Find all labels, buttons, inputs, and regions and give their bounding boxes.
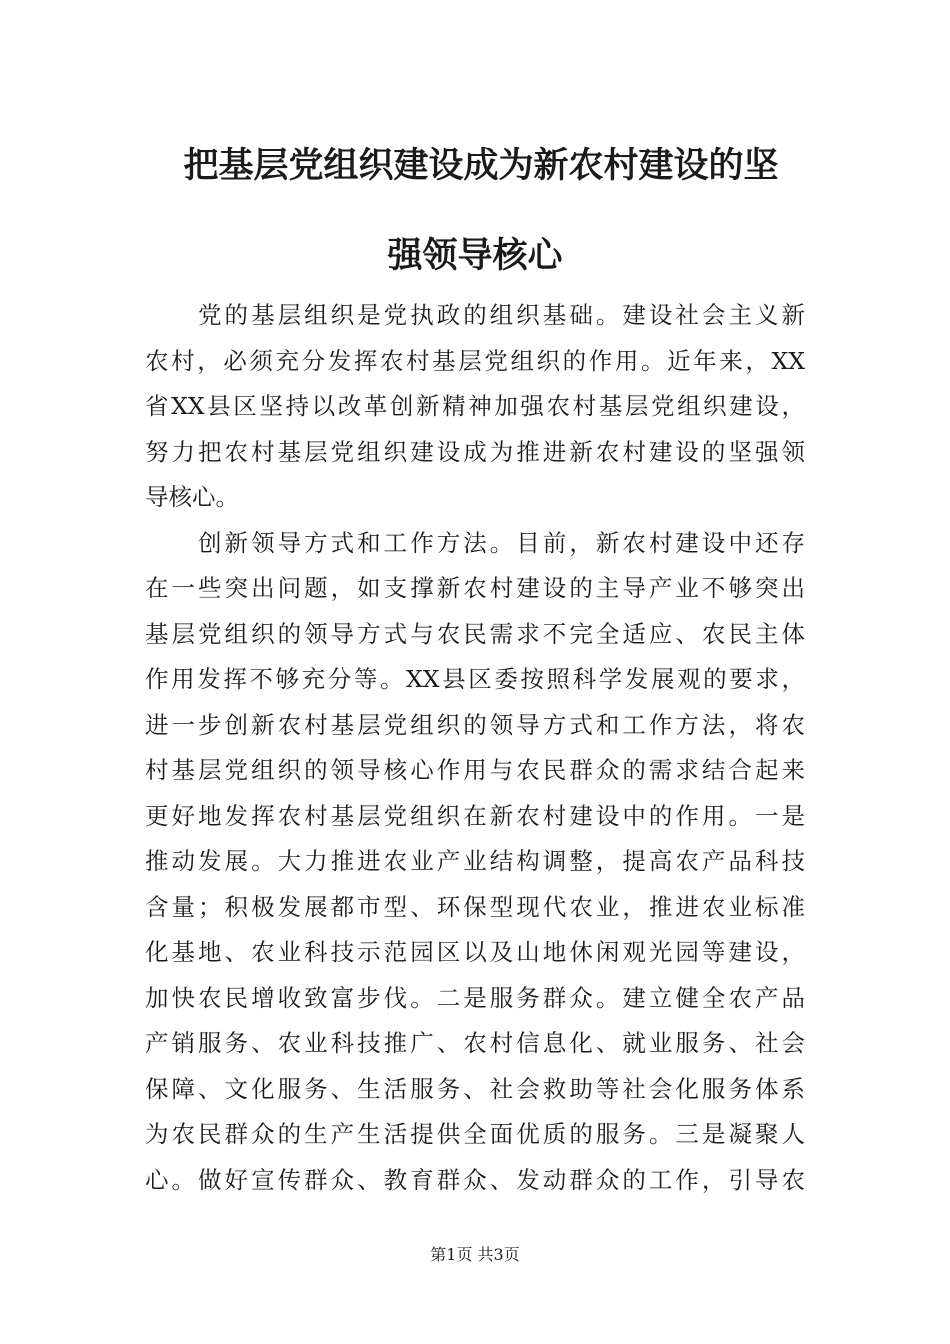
document-title-line-1: 把基层党组织建设成为新农村建设的坚 (183, 146, 779, 186)
body-text-line: 产销服务、农业科技推广、农村信息化、就业服务、社会 (145, 1029, 805, 1057)
body-text-line: 在一些突出问题，如支撑新农村建设的主导产业不够突出 (145, 574, 805, 602)
body-text-line: 村基层党组织的领导核心作用与农民群众的需求结合起来 (145, 756, 805, 784)
body-text-line: 保障、文化服务、生活服务、社会救助等社会化服务体系 (145, 1075, 805, 1103)
body-text-line: 含量；积极发展都市型、环保型现代农业，推进农业标准 (145, 893, 805, 921)
body-text-line: 基层党组织的领导方式与农民需求不完全适应、农民主体 (145, 620, 805, 648)
body-text-line: 创新领导方式和工作方法。目前，新农村建设中还存 (145, 529, 805, 557)
body-text-line: 作用发挥不够充分等。XX县区委按照科学发展观的要求， (145, 665, 805, 693)
document-title-line-2: 强领导核心 (387, 236, 563, 276)
body-text-line: 努力把农村基层党组织建设成为推进新农村建设的坚强领 (145, 438, 805, 466)
body-text-line: 化基地、农业科技示范园区以及山地休闲观光园等建设， (145, 938, 805, 966)
body-text-line: 为农民群众的生产生活提供全面优质的服务。三是凝聚人 (145, 1120, 805, 1148)
body-text-line: 推动发展。大力推进农业产业结构调整，提高农产品科技 (145, 847, 805, 875)
body-text-line: 更好地发挥农村基层党组织在新农村建设中的作用。一是 (145, 802, 805, 830)
body-text-line: 导核心。 (145, 483, 239, 511)
body-text-line: 党的基层组织是党执政的组织基础。建设社会主义新 (145, 301, 805, 329)
body-text-line: 进一步创新农村基层党组织的领导方式和工作方法，将农 (145, 711, 805, 739)
body-text-line: 农村，必须充分发挥农村基层党组织的作用。近年来，XX (145, 347, 805, 375)
page-number-footer: 第1页 共3页 (430, 1245, 520, 1264)
body-text-line: 省XX县区坚持以改革创新精神加强农村基层党组织建设， (145, 392, 805, 420)
body-text-line: 心。做好宣传群众、教育群众、发动群众的工作，引导农 (145, 1166, 805, 1194)
body-text-line: 加快农民增收致富步伐。二是服务群众。建立健全农产品 (145, 984, 805, 1012)
